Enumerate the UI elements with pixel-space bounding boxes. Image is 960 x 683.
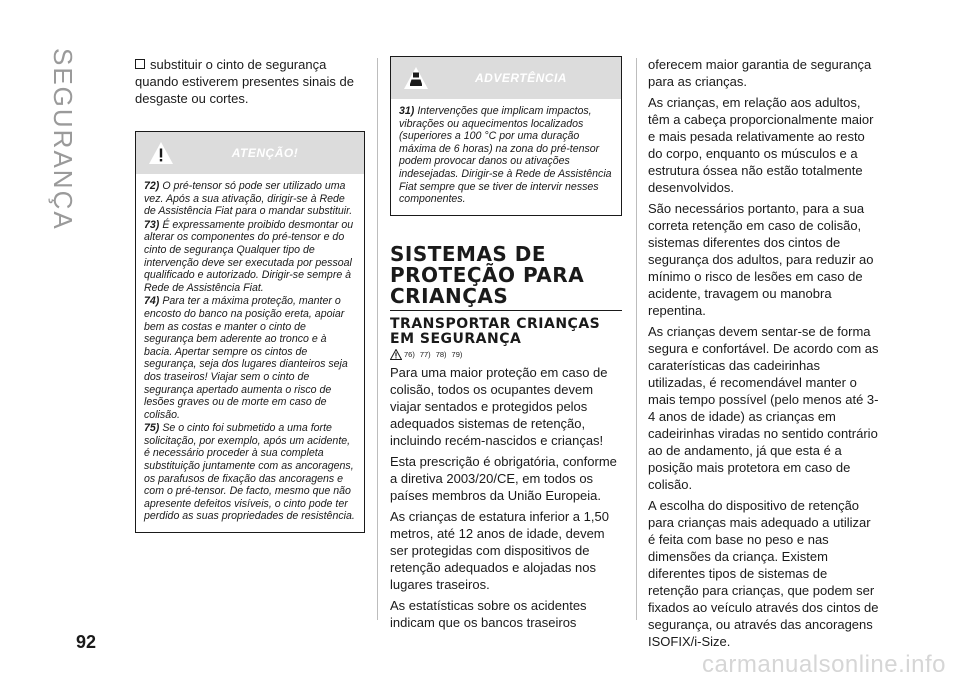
attention-box-header — [136, 132, 364, 174]
body-paragraph: As crianças de estatura inferior a 1,50 metros, até 12 anos de idade, devem ser protegidas com dispositivos de retenção adequados e alojadas nos lugares traseiros. — [390, 508, 609, 592]
note-item — [144, 219, 356, 295]
warning-triangle-icon — [390, 349, 402, 360]
column-divider — [636, 58, 637, 620]
subsection-title: TRANSPORTAR CRIANÇAS EM SEGURANÇA — [390, 315, 601, 347]
note-number: 31) — [399, 105, 415, 117]
note-item — [144, 180, 356, 218]
body-paragraph: A escolha do dispositivo de retenção para crianças mais adequado a utilizar é feita com base no peso e nas dimensões da criança. Existem diferentes tipos de sistemas de retenção para crianças, que podem ser fixados ao veículo através dos cintos de segurança, ou através das ancoragens ISOFIX/i-Size. — [648, 498, 879, 649]
section-side-label: SEGURANÇA — [48, 48, 78, 231]
warning-triangle-icon — [148, 141, 174, 165]
page-number: 92 — [76, 632, 97, 652]
reference-number: 79) — [451, 349, 463, 359]
column-right — [648, 56, 881, 654]
warning-box-title: ADVERTÊNCIA — [475, 71, 567, 85]
body-paragraph: As crianças, em relação aos adultos, têm a cabeça proporcionalmente maior e mais pesada relativamente ao resto do corpo, enquanto os músculos e a estrutura óssea não estão totalmente desenvolvidos. — [648, 95, 874, 195]
reference-number: 76) — [404, 349, 415, 359]
reference-number: 77) — [419, 349, 431, 359]
note-text: Se o cinto foi submetido a uma forte solicitação, por exemplo, após um acidente, é necessário proceder à sua completa substituição juntamente com as ancoragens, os parafusos de fixação das ancoragens e com o pré-tensor. De facto, mesmo que não apresente defeitos visíveis, o cinto pode ter perdido as suas propriedades de resistência. — [144, 422, 355, 523]
note-number: 73) — [144, 218, 160, 231]
body-paragraph: Esta prescrição é obrigatória, conforme a diretiva 2003/20/CE, em todos os países membros da União Europeia. — [390, 453, 617, 503]
body-paragraph: São necessários portanto, para a sua correta retenção em caso de colisão, sistemas diferentes dos cintos de segurança dos adultos, para reduzir ao mínimo o risco de lesões em caso de acidente, travagem ou manobra repentina. — [648, 201, 874, 318]
column-divider — [377, 58, 378, 620]
body-paragraph: As crianças devem sentar-se de forma segura e confortável. De acordo com as caraterísticas das cadeirinhas utilizadas, é recomendável manter o mais tempo possível (pelo menos até 3-4 anos de idade) as crianças em cadeirinhas viradas no sentido contrário ao de andamento, já que esta é a posição mais protetora em caso de colisão. — [648, 324, 879, 492]
column-left — [135, 56, 365, 533]
warning-box-header — [391, 57, 621, 99]
warning-references — [390, 349, 622, 360]
note-text: O pré-tensor só pode ser utilizado uma vez. Após a sua ativação, dirigir-se à Rede de Assistência Fiat para o mandar substituir. — [144, 180, 353, 218]
reference-number: 78) — [435, 349, 447, 359]
attention-notes — [136, 174, 364, 532]
attention-box — [135, 131, 365, 533]
attention-box-title: ATENÇÃO! — [231, 146, 299, 160]
watermark: carmanualsonline.info — [702, 651, 946, 678]
note-item — [399, 105, 613, 206]
note-text: Intervenções que implicam impactos, vibrações ou aquecimentos localizados (superiores a 100 °C por uma duração máxima de 6 horas) na zona do pré-tensor podem provocar danos ou ativações indesejadas. Dirigir-se à Rede de Assistência Fiat sempre que se tiver de intervir nesses componentes. — [399, 105, 612, 206]
note-number: 72) — [144, 180, 160, 192]
note-number: 75) — [144, 422, 160, 435]
intro-paragraph: substituir o cinto de segurança quando estiverem presentes sinais de desgaste ou cortes. — [135, 56, 365, 107]
body-paragraph: oferecem maior garantia de segurança para as crianças. — [648, 57, 872, 89]
note-item — [144, 295, 356, 421]
body-paragraph: Para uma maior proteção em caso de colisão, todos os ocupantes devem viajar sentados e protegidos pelos adequados sistemas de retenção, incluindo recém-nascidos e crianças! — [390, 364, 608, 448]
note-text: Para ter a máxima proteção, manter o encosto do banco na posição ereta, apoiar bem as costas e manter o cinto de segurança bem aderente ao tronco e à bacia. Apertar sempre os cintos de segurança, seja dos lugares dianteiros seja dos traseiros! Viajar sem o cinto de segurança apertado aumenta o risco de lesões graves ou de morte em caso de colisão. — [144, 295, 348, 421]
body-paragraph: As estatísticas sobre os acidentes indicam que os bancos traseiros — [390, 597, 587, 630]
note-text: É expressamente proibido desmontar ou alterar os componentes do pré-tensor e do cinto de segurança Qualquer tipo de intervenção deve ser executada por pessoal qualificado e autorizado. Dirigir-se sempre à Rede de Assistência Fiat. — [144, 218, 354, 294]
warning-box — [390, 56, 622, 216]
car-warning-icon — [403, 66, 429, 90]
warning-notes — [391, 99, 621, 215]
note-item — [144, 422, 356, 523]
section-title: SISTEMAS DE PROTEÇÃO PARA CRIANÇAS — [390, 244, 622, 311]
note-number: 74) — [144, 295, 160, 308]
column-middle — [390, 56, 622, 635]
